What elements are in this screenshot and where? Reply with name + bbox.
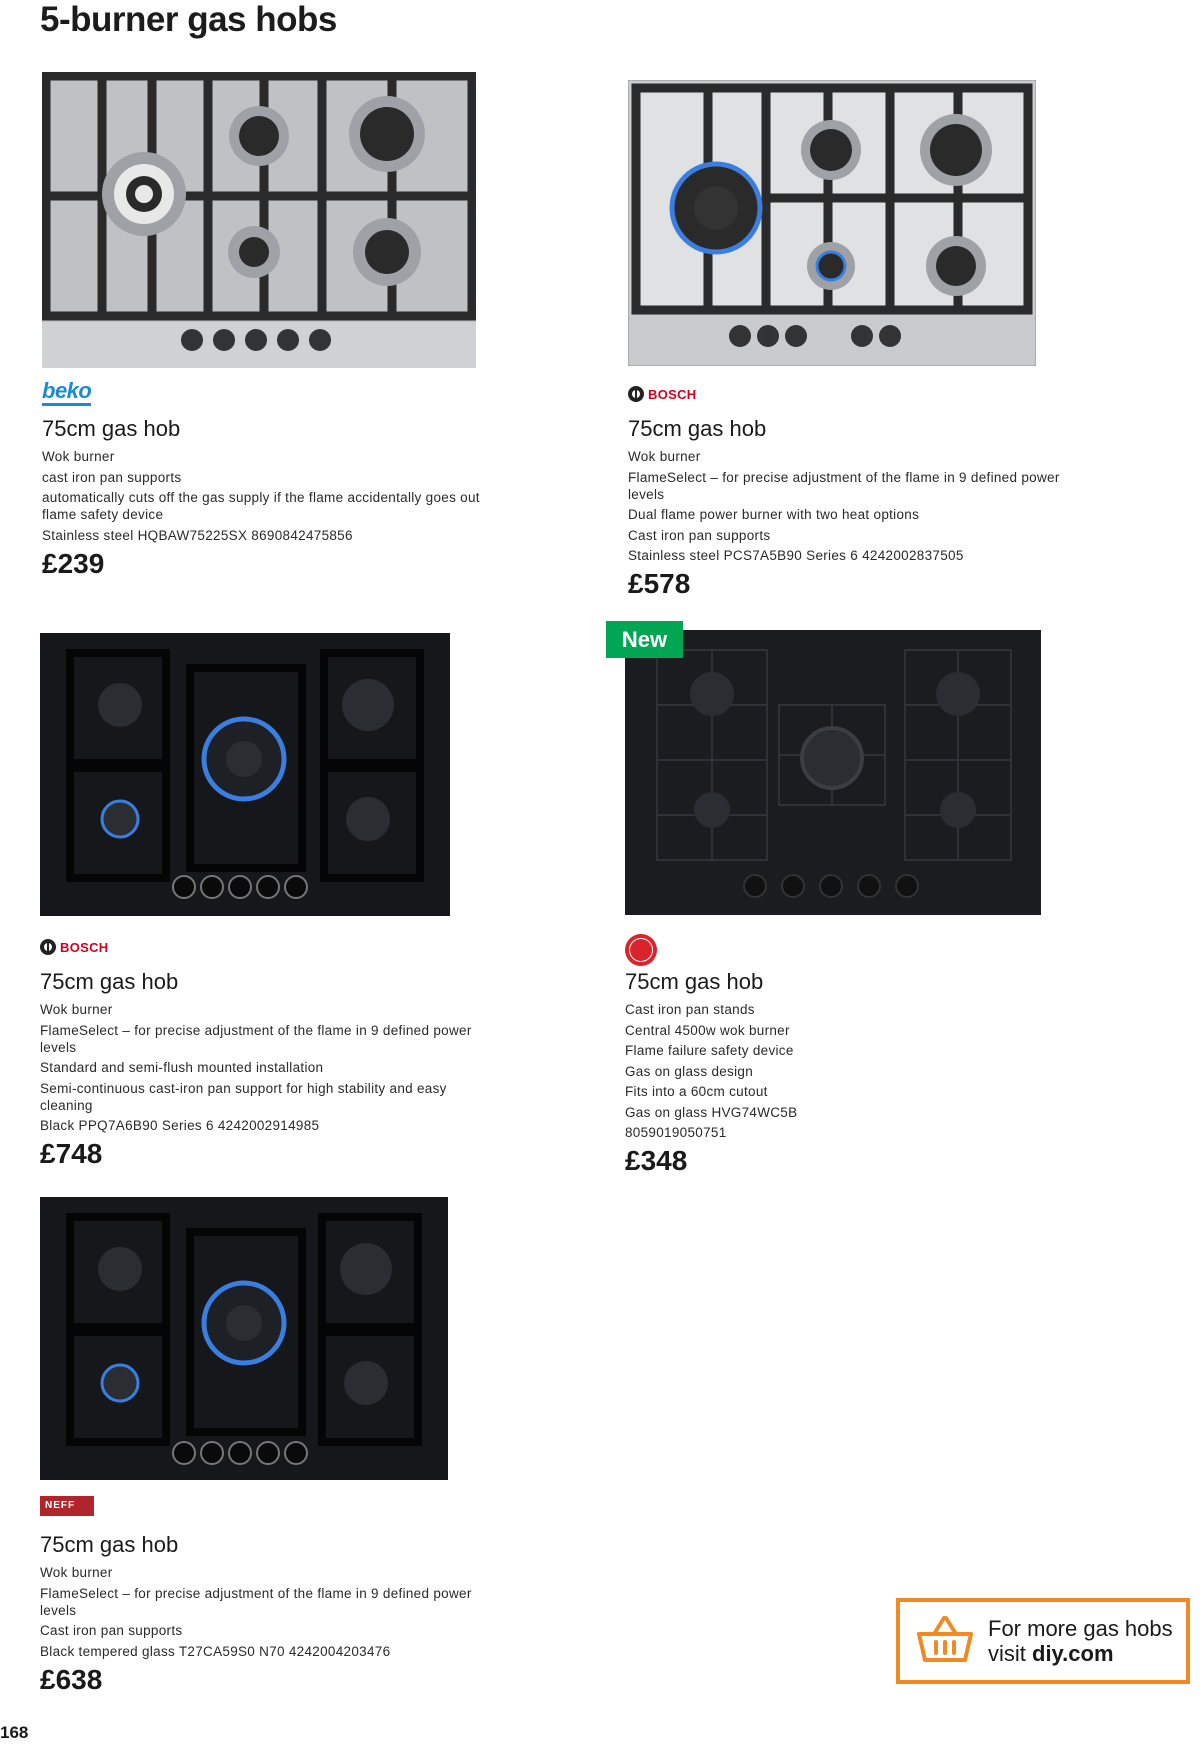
feature-list [40,1001,480,1134]
feature-list [628,448,1068,564]
basket-icon [916,1614,974,1669]
product-image-bosch-black-hob [40,633,450,916]
product-image-hoover-hob [625,630,1041,915]
page-title: 5-burner gas hobs [40,0,337,39]
product-image-bosch-stainless-hob [628,80,1036,366]
new-badge: New [606,621,683,658]
product-title: 75cm gas hob [42,416,181,441]
product-info-bosch-stainless [628,416,1068,600]
feature-item: Wok burner [40,1565,113,1580]
promo-more-gas-hobs[interactable] [896,1598,1190,1684]
product-title: 75cm gas hob [625,969,764,994]
feature-item: FlameSelect – for precise adjustment of the flame in 9 defined power levels [40,1022,472,1055]
feature-list [625,1001,1065,1141]
feature-item: Stainless steel HQBAW75225SX 8690842475856 [42,527,353,543]
feature-item: automatically cuts off the gas supply if the flame accidentally goes out flame safety device [42,490,480,522]
feature-item: Dual flame power burner with two heat options [628,507,920,522]
feature-item: Black PPQ7A6B90 Series 6 4242002914985 [40,1118,320,1133]
product-info-beko [42,416,482,580]
brand-logo-bosch: BOSCH [628,381,696,407]
bosch-icon [40,939,56,955]
feature-item: FlameSelect – for precise adjustment of the flame in 9 defined power levels [40,1585,472,1618]
feature-item: Cast iron pan supports [40,1623,183,1638]
feature-item: Gas on glass design [625,1063,754,1079]
bosch-icon [628,386,644,402]
feature-item: Black tempered glass T27CA59S0 N70 4242004203476 [40,1643,391,1659]
product-title: 75cm gas hob [40,1532,179,1557]
feature-item: Standard and semi-flush mounted installation [40,1060,324,1075]
diy-link[interactable]: diy.com [1032,1641,1114,1666]
feature-item: Wok burner [40,1002,113,1017]
hoover-icon [625,934,657,966]
feature-item: Semi-continuous cast-iron pan support for high stability and easy cleaning [40,1080,447,1113]
feature-item: Flame failure safety device [625,1043,794,1058]
product-price: £348 [625,1145,688,1176]
feature-item: cast iron pan supports [42,469,182,485]
product-title: 75cm gas hob [628,416,767,441]
product-info-hoover [625,969,1065,1177]
feature-item: Cast iron pan supports [628,527,771,543]
product-price: £638 [40,1663,103,1695]
product-info-neff [40,1532,480,1696]
feature-item: Wok burner [42,449,115,464]
brand-logo-neff: NEFF [40,1496,94,1522]
feature-item: Stainless steel PCS7A5B90 Series 6 4242002837505 [628,548,964,563]
feature-list [40,1564,480,1660]
feature-item: Central 4500w wok burner [625,1022,790,1038]
promo-text [988,1616,1173,1666]
feature-item: Gas on glass HVG74WC5B [625,1104,798,1120]
promo-line1: For more gas hobs [988,1616,1173,1641]
product-image-beko-hob [42,72,476,368]
promo-line2-prefix: visit [988,1641,1032,1666]
product-price: £578 [628,568,691,599]
product-info-bosch-black [40,969,480,1170]
brand-logo-bosch: BOSCH [40,934,108,960]
page-number: 168 [0,1723,29,1742]
feature-item: 8059019050751 [625,1125,727,1140]
product-image-neff-hob [40,1197,448,1480]
feature-item: Cast iron pan stands [625,1002,755,1017]
brand-logo-hoover [625,934,657,960]
brand-logo-beko: beko [42,381,91,407]
product-price: £239 [42,547,105,579]
feature-item: FlameSelect – for precise adjustment of the flame in 9 defined power levels [628,469,1060,502]
feature-item: Fits into a 60cm cutout [625,1084,768,1099]
feature-list [42,448,482,544]
product-price: £748 [40,1138,103,1169]
product-title: 75cm gas hob [40,969,179,994]
feature-item: Wok burner [628,449,701,464]
